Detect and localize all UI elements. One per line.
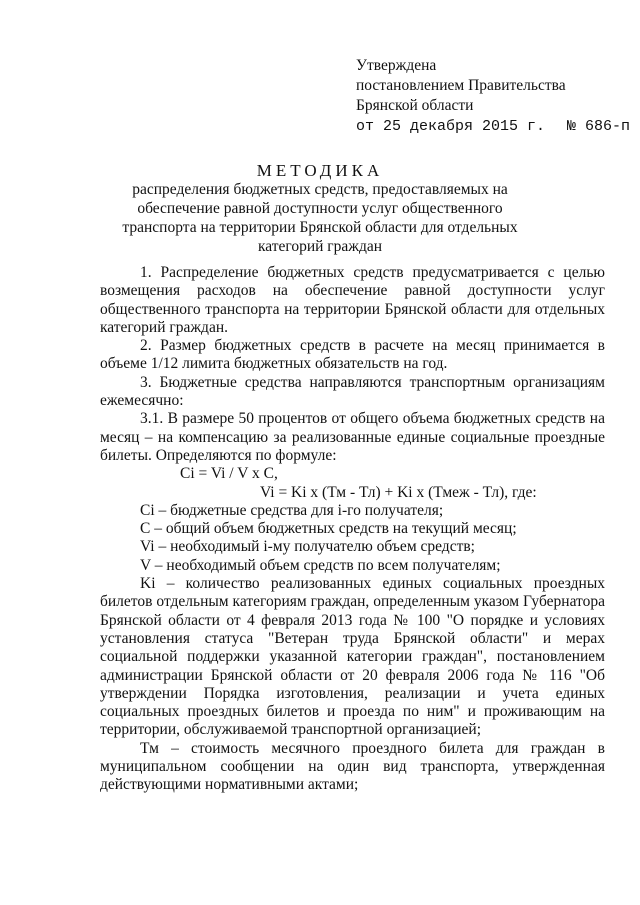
definition-tm: Тм – стоимость месячного проездного билета для граждан в муниципальном сообщении на один вид транспорта, утвержденная действующими нормативными актами;	[100, 739, 605, 794]
paragraph-3-1: 3.1. В размере 50 процентов от общего объема бюджетных средств на месяц – на компенсацию за реализованные единые социальные проездные билеты. Определяются по формуле:	[100, 410, 605, 464]
document-subtitle: распределения бюджетных средств, предоставляемых на обеспечение равной доступности услуг общественного транспорта на территории Брянской области для отдельных категорий граждан	[122, 181, 518, 255]
definition-c: C – общий объем бюджетных средств на текущий месяц;	[140, 520, 517, 538]
approval-line-3: Брянской области	[356, 97, 474, 114]
document-body	[100, 264, 605, 795]
approval-number: № 686-п	[567, 118, 631, 135]
document-title: МЕТОДИКА	[256, 161, 384, 180]
approval-date-row	[356, 116, 631, 137]
formula-ci: Ci = Vi / V x C,	[180, 465, 278, 483]
approval-line-2: постановлением Правительства	[356, 77, 566, 94]
definition-ci: Ci – бюджетные средства для i-го получателя;	[140, 501, 444, 519]
definition-vi: Vi – необходимый i-му получателю объем средств;	[140, 538, 475, 556]
paragraph-1: 1. Распределение бюджетных средств предусматривается с целью возмещения расходов на обеспечение равной доступности услуг общественного транспорта на территории Брянской области для отдельных категорий граждан.	[100, 264, 605, 336]
approval-line-1: Утверждена	[356, 57, 437, 74]
paragraph-3: 3. Бюджетные средства направляются транспортным организациям ежемесячно:	[100, 373, 605, 410]
definition-ki: Ki – количество реализованных единых социальных проездных билетов отдельным категориям граждан, определенным указом Губернатора Брянской области от 4 февраля 2013 года № 100 "О порядке и условиях установления статуса "Ветеран труда Брянской области" и мерах социальной поддержки указанной категории граждан", постановлением администрации Брянской области от 20 февраля 2006 года № 116 "Об утверждении Порядка изготовления, реализации и учета единых социальных проездных билетов и проезда по ним" и проживающим на территории, обслуживаемой транспортной организацией;	[100, 575, 605, 739]
definition-v: V – необходимый объем средств по всем получателям;	[140, 556, 501, 574]
approval-date: от 25 декабря 2015 г.	[356, 118, 546, 135]
approval-block	[356, 56, 631, 137]
formula-vi: Vi = Ki x (Тм - Тл) + Ki x (Тмеж - Тл), где:	[260, 483, 537, 501]
paragraph-2: 2. Размер бюджетных средств в расчете на месяц принимается в объеме 1/12 лимита бюджетных обязательств на год.	[100, 337, 605, 373]
